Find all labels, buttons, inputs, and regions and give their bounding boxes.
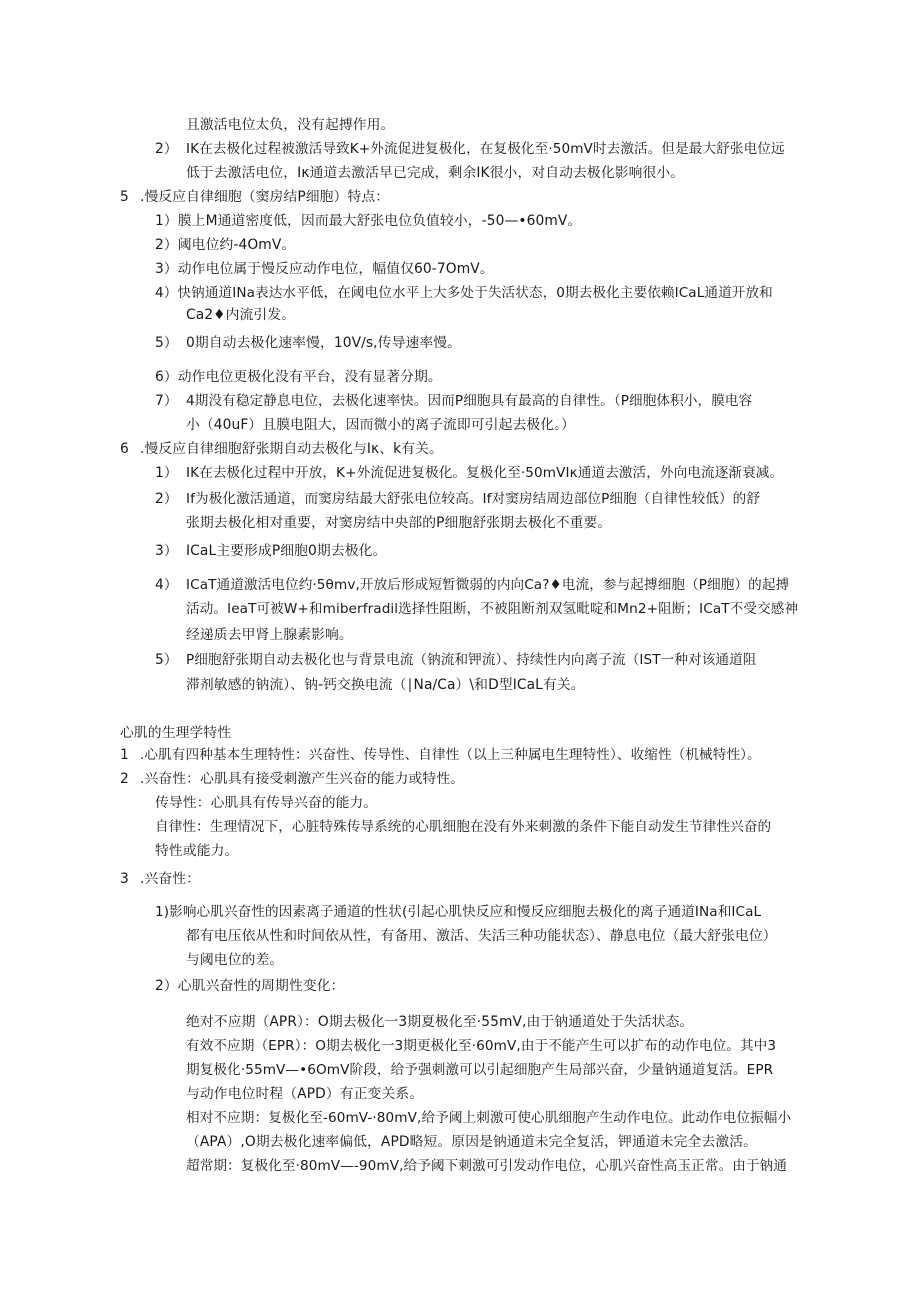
text-line: 4期没有稳定静息电位，去极化速率快。因而P细胞具有最高的自律性。（P细胞体积小，膜电容 (186, 393, 753, 409)
text-line: 绝对不应期（APR）：O期去极化一3期夏极化至·55mV,由于钠通道处于失活状态。 (186, 1014, 694, 1030)
list-marker: 2 (120, 771, 129, 787)
text-line: 低于去激活电位，Iκ通道去激活早已完成，剩余IK很小，对自动去极化影响很小。 (186, 165, 685, 181)
text-line: 6）动作电位更极化没有平台，没有显著分期。 (155, 369, 442, 385)
text-line: If为极化激活通道，而窦房结最大舒张电位较高。If对窦房结周边部位P细胞（自律性较低）的舒 (186, 491, 761, 507)
text-line: 1）膜上M通道密度低，因而最大舒张电位负值较小，-50—•60mV。 (155, 213, 582, 229)
text-line: 都有电压依从性和时间依从性，有备用、激活、失活三种功能状态）、静息电位（最大舒张电位） (186, 928, 777, 944)
section-heading: .慢反应自律细胞舒张期自动去极化与Iκ、k有关。 (140, 441, 443, 457)
chapter-heading: 心肌的生理学特性 (120, 725, 232, 741)
text-line: IK在去极化过程中开放，K+外流促进复极化。复极化至·50mVIκ通道去激活，外向电流逐渐衰减。 (186, 465, 784, 481)
text-line: .兴奋性：心肌具有接受刺激产生兴奋的能力或特性。 (140, 771, 465, 787)
text-line: 张期去极化相对重要，对窦房结中央部的P细胞舒张期去极化不重要。 (186, 515, 612, 531)
text-line: 且激活电位太负，没有起搏作用。 (186, 117, 395, 133)
list-marker: 7） (155, 393, 178, 409)
text-line: 2）阈电位约-4OmV。 (155, 237, 296, 253)
text-line: .心肌有四种基本生理特性：兴奋性、传导性、自律性（以上三种属电生理特性）、收缩性（机械特性）。 (140, 747, 761, 763)
text-line: P细胞舒张期自动去极化也与背景电流（钠流和钾流）、持续性内向离子流（IST一种对该通道阻 (186, 652, 757, 668)
text-line: 活动。IeaT可被W+和miberfradil选择性阻断，不被阻断剂双氢毗啶和Mn2+阻断；ICaT不受交感神 (186, 601, 799, 617)
list-marker: 3 (120, 871, 129, 887)
text-line: 有效不应期（EPR）：O期去极化一3期更极化至·60mV,由于不能产生可以扩布的动作电位。其中3 (186, 1038, 777, 1054)
list-marker: 1） (155, 465, 178, 481)
text-line: 与阈电位的差。 (186, 952, 284, 968)
list-marker: 4） (155, 577, 178, 593)
text-line: 0期自动去极化速率慢，10V∕s,传导速率慢。 (186, 335, 462, 351)
text-line: ICaL主要形成P细胞0期去极化。 (186, 543, 387, 559)
text-line: 4）快钠通道INa表达水平低，在阈电位水平上大多处于失活状态，0期去极化主要依赖ICaL通道开放和 (155, 285, 773, 301)
text-line: Ca2♦内流引发。 (186, 307, 296, 323)
text-line: 滞剂敏感的钠流）、钠-钙交换电流（∣Na∕Ca）\和D型ICaL有关。 (186, 677, 585, 693)
text-line: IK在去极化过程被激活导致K+外流促进复极化，在复极化至·50mV时去激活。但是最大舒张电位远 (186, 141, 785, 157)
section-heading: .慢反应自律细胞（窦房结P细胞）特点： (140, 189, 390, 205)
text-line: 1)影响心肌兴奋性的因素离子通道的性状(引起心肌快反应和慢反应细胞去极化的离子通道INa和ICaL (155, 904, 762, 920)
text-line: 特性或能力。 (155, 843, 239, 859)
text-line: 经递质去甲肾上腺素影响。 (186, 627, 353, 643)
text-line: 相对不应期：复极化至-60mV-·80mV,给予阈上刺激可使心肌细胞产生动作电位。此动作电位振幅小 (186, 1110, 792, 1126)
text-line: ICaT通道激活电位约·5θmv,开放后形成短暂微弱的内向Ca?♦电流，参与起搏细胞（P细胞）的起搏 (186, 577, 790, 593)
text-line: 期复极化·55mV—•6OmV阶段，给予强刺激可以引起细胞产生局部兴奋，少量钠通道复活。EPR (186, 1062, 774, 1078)
text-line: （APA）,O期去极化速率偏低，APD略短。原因是钠通道未完全复活，钾通道未完全去激活。 (186, 1134, 758, 1150)
list-marker: 5） (155, 652, 178, 668)
section-heading: .兴奋性： (140, 871, 201, 887)
text-line: 传导性：心肌具有传导兴奋的能力。 (155, 795, 378, 811)
list-marker: 1 (120, 747, 129, 763)
list-marker: 3） (155, 543, 178, 559)
list-marker: 2） (155, 141, 178, 157)
text-line: 2）心肌兴奋性的周期性变化： (155, 978, 345, 994)
text-line: 小（40uF）且膜电阻大，因而微小的离子流即可引起去极化。） (186, 417, 576, 433)
text-line: 自律性：生理情况下，心脏特殊传导系统的心肌细胞在没有外来刺激的条件下能自动发生节律性兴奋的 (155, 819, 772, 835)
list-marker: 2） (155, 491, 178, 507)
text-line: 与动作电位时程（APD）有正变关系。 (186, 1086, 424, 1102)
text-line: 超常期：复极化至·80mV—-90mV,给予阈下刺激可引发动作电位，心肌兴奋性高玉正常。由于钠通 (186, 1158, 787, 1174)
list-marker: 6 (120, 441, 129, 457)
text-line: 3）动作电位属于慢反应动作电位，幅值仅60-7OmV。 (155, 261, 494, 277)
list-marker: 5 (120, 189, 129, 205)
list-marker: 5） (155, 335, 178, 351)
